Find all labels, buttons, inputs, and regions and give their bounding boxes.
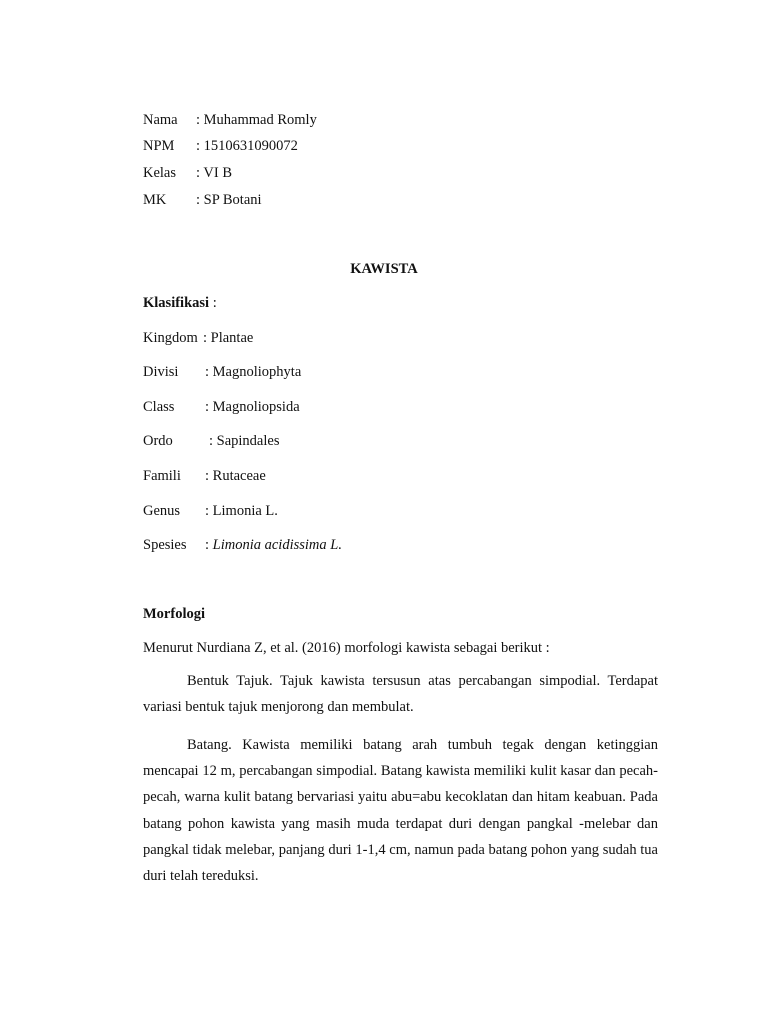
paragraph-bentuk-tajuk [143,668,658,720]
identity-value-nama: : Muhammad Romly [196,112,317,128]
morfologi-heading: Morfologi [143,606,206,622]
identity-value-kelas: : VI B [196,165,232,181]
paragraph-bentuk-tajuk-text: Bentuk Tajuk. Tajuk kawista tersusun atas percabangan simpodial. Terdapat variasi bentuk tajuk menjorong dan membulat. [143,673,658,716]
taxon-label-kingdom: Kingdom [143,330,198,346]
taxon-value-kingdom: : Plantae [203,330,254,346]
taxon-value-spesies-prefix: : [205,537,213,553]
taxon-label-class: Class [143,399,175,415]
taxon-value-spesies [205,536,342,554]
document-title: KAWISTA [350,261,418,277]
taxon-value-ordo: : Sapindales [209,433,280,449]
taxon-value-spesies-name: Limonia acidissima L. [212,537,342,553]
taxon-value-class: : Magnoliopsida [205,399,300,415]
taxon-value-famili: : Rutaceae [205,468,266,484]
klasifikasi-heading-colon: : [209,295,217,311]
identity-value-npm: : 1510631090072 [196,138,298,154]
identity-value-mk: : SP Botani [196,192,262,208]
taxon-value-divisi: : Magnoliophyta [205,364,302,380]
taxon-value-genus: : Limonia L. [205,503,278,519]
identity-label-mk: MK [143,192,167,208]
paragraph-batang [143,732,658,889]
identity-label-nama: Nama [143,112,178,128]
klasifikasi-heading-text: Klasifikasi [143,295,210,311]
morfologi-intro: Menurut Nurdiana Z, et al. (2016) morfologi kawista sebagai berikut : [143,640,550,656]
paragraph-batang-text: Batang. Kawista memiliki batang arah tumbuh tegak dengan ketinggian mencapai 12 m, percabangan simpodial. Batang kawista memiliki kulit kasar dan pecah-pecah, warna kulit batang bervariasi yaitu abu=abu kecoklatan dan hitam keabuan. Pada batang pohon kawista yang masih muda terdapat duri dengan pangkal -melebar dan pangkal tidak melebar, panjang duri 1-1,4 cm, namun pada batang pohon yang sudah tua duri telah tereduksi. [143,737,658,885]
taxon-label-famili: Famili [143,468,181,484]
taxon-label-divisi: Divisi [143,364,179,380]
taxon-label-spesies: Spesies [143,537,187,553]
klasifikasi-heading [143,294,217,312]
identity-label-npm: NPM [143,138,175,154]
identity-label-kelas: Kelas [143,165,177,181]
taxon-label-ordo: Ordo [143,433,173,449]
taxon-label-genus: Genus [143,503,181,519]
